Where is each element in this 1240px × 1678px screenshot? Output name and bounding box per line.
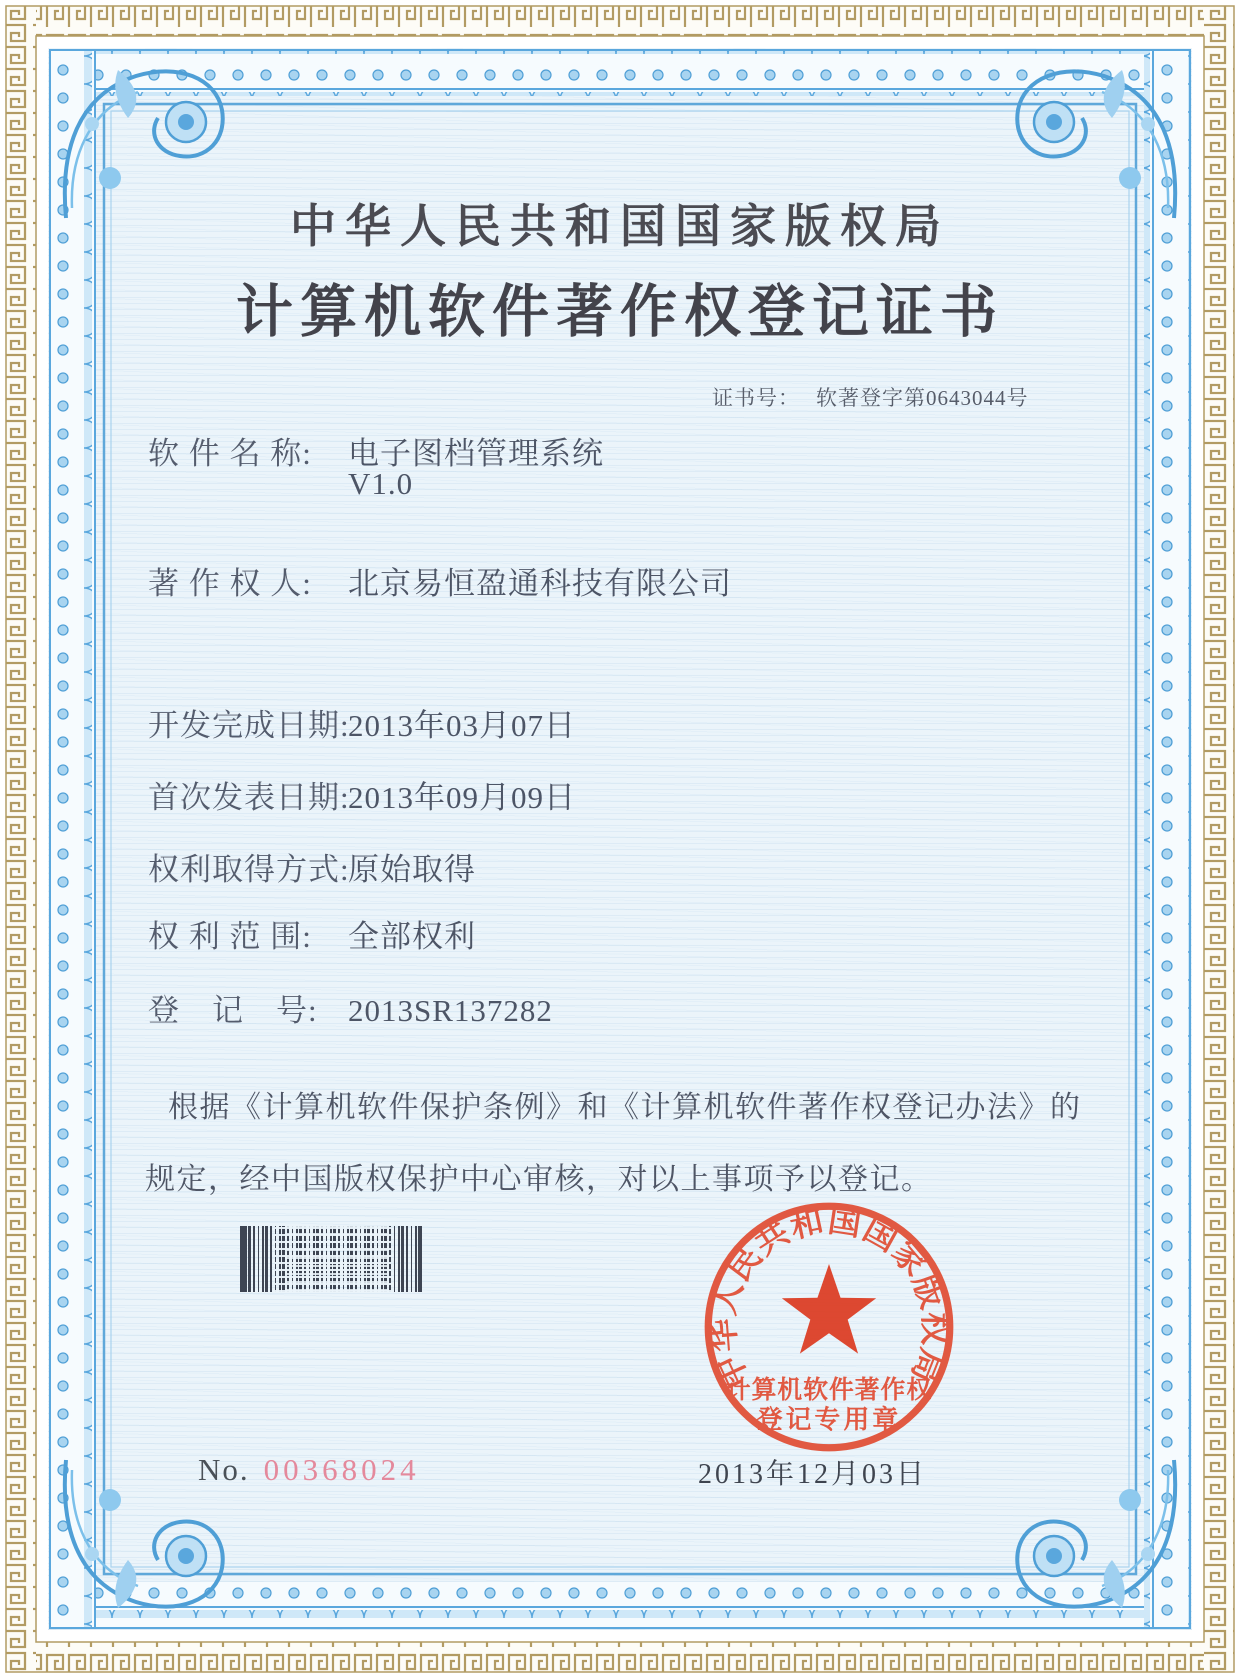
field-value: 2013年09月09日 (348, 780, 576, 815)
field-value: 原始取得 (348, 852, 476, 887)
field-label: 首次发表日期: (148, 780, 350, 815)
field-copyright-owner (148, 558, 732, 603)
field-label: 权利取得方式: (148, 852, 350, 887)
seal-caption-line1: 计算机软件著作权 (725, 1377, 933, 1405)
field-software-version (348, 466, 413, 502)
field-label: 登 记 号: (148, 993, 318, 1028)
certificate-number-value: 软著登字第0643044号 (816, 386, 1029, 410)
field-registration-number (148, 985, 553, 1030)
certificate-number (712, 382, 1029, 412)
field-value: 北京易恒盈通科技有限公司 (348, 566, 732, 601)
field-value: 2013SR137282 (348, 993, 553, 1028)
field-label: 权 利 范 围: (148, 919, 312, 954)
seal-ring-text: 中华人民共和国国家版权局 (705, 1203, 953, 1394)
field-value: 全部权利 (348, 919, 476, 954)
seal-caption-line2: 登记专用章 (756, 1405, 902, 1435)
certificate-serial (198, 1452, 420, 1488)
field-value: 2013年03月07日 (348, 708, 576, 743)
serial-label: No. (198, 1452, 250, 1487)
field-rights-scope (148, 911, 476, 956)
field-label: 著 作 权 人: (148, 566, 312, 601)
certificate-title: 计算机软件著作权登记证书 (236, 281, 1004, 344)
barcode (240, 1226, 422, 1292)
field-rights-acquisition (148, 844, 476, 889)
field-value: V1.0 (348, 466, 414, 501)
field-label: 开发完成日期: (148, 708, 350, 743)
field-value: 电子图档管理系统 (348, 436, 604, 471)
star-icon (782, 1264, 876, 1354)
registration-statement-line1: 根据《计算机软件保护条例》和《计算机软件著作权登记办法》的 (168, 1091, 1082, 1124)
issue-date: 2013年12月03日 (698, 1459, 928, 1490)
serial-value: 00368024 (263, 1452, 420, 1487)
issuing-authority-title: 中华人民共和国国家版权局 (290, 201, 950, 252)
official-seal (700, 1198, 958, 1456)
certificate-number-label: 证书号： (712, 386, 800, 410)
field-first-publish-date (148, 772, 576, 817)
field-label: 软 件 名 称: (148, 436, 312, 471)
field-dev-complete-date (148, 700, 576, 745)
registration-statement-line2: 规定，经中国版权保护中心审核，对以上事项予以登记。 (145, 1163, 933, 1196)
